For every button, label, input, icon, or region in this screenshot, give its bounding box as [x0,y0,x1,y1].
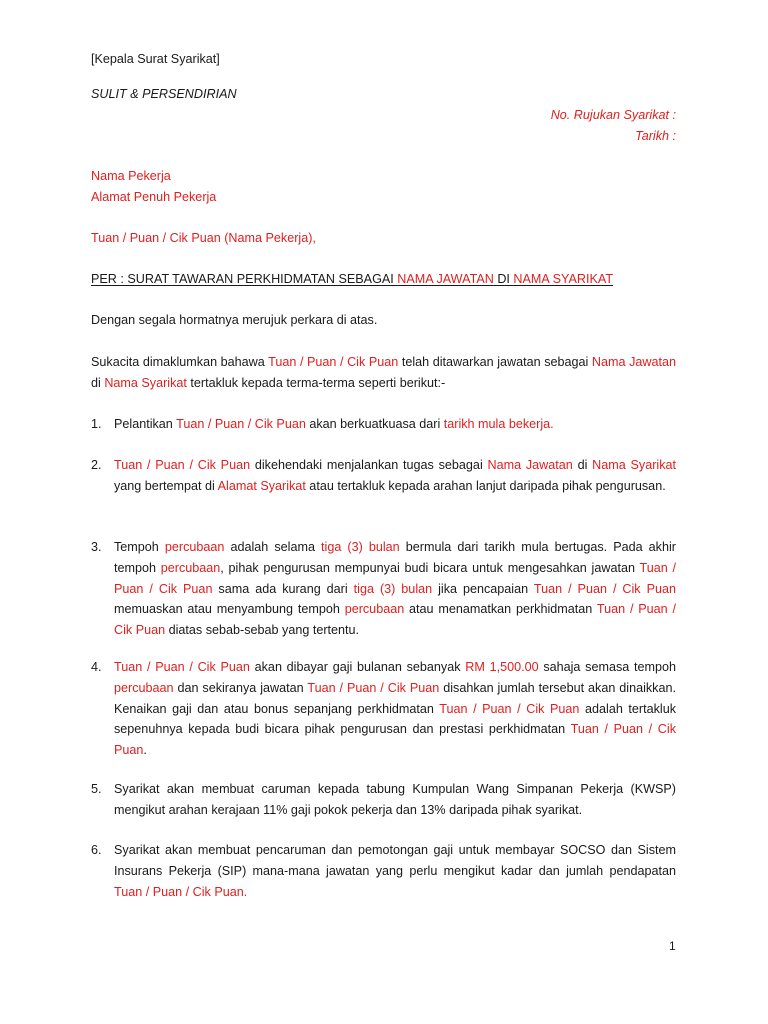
letterhead-placeholder: [Kepala Surat Syarikat] [91,52,220,66]
term-text: dikehendaki menjalankan tugas sebagai [250,458,488,472]
recipient-name: Nama Pekerja [91,169,171,183]
term-body [114,657,676,761]
placeholder-text: tiga (3) bulan [353,581,433,596]
placeholder-text: Alamat Syarikat [217,478,306,493]
term-text: Syarikat akan membuat pencaruman dan pemotongan gaji untuk membayar SOCSO dan Sistem Insurans Pekerja (SIP) mana-mana jawatan yang perlu mengikut kadar dan jumlah pendapatan [114,843,676,878]
term-text: jika pencapaian [432,581,534,596]
confidential-label: SULIT & PERSENDIRIAN [91,87,237,101]
term-text: adalah tertakluk sepenuhnya kepada budi bicara pihak pengurusan dan prestasi perkhidmatan [114,701,677,737]
placeholder-text: percubaan [164,540,225,554]
placeholder-text: Tuan / Puan / Cik Puan [307,680,440,695]
term-text: diatas sebab-sebab yang tertentu. [165,623,360,638]
subject-position: NAMA JAWATAN [397,272,494,286]
term-text: akan berkuatkuasa dari [305,417,444,431]
page-number: 1 [669,939,676,953]
term-text: . [143,743,147,758]
term-number: 6. [91,843,102,857]
term-text: di [572,458,593,472]
intro-text: tertakluk kepada terma-terma seperti berikut:- [186,376,446,390]
subject-prefix: PER : SURAT TAWARAN PERKHIDMATAN SEBAGAI [91,272,398,286]
subject-line [91,272,613,286]
placeholder-text: Tuan / Puan / Cik Puan [439,701,580,716]
term-body [114,840,676,902]
term-text: yang bertempat di [114,478,218,493]
intro-placeholder-company: Nama Syarikat [104,376,187,390]
term-text: adalah selama [224,540,322,554]
term-body [114,537,676,641]
subject-company: NAMA SYARIKAT [513,272,614,286]
term-item-1 [91,414,676,435]
term-number: 1. [91,417,102,431]
placeholder-text: Tuan / Puan / Cik Puan [114,722,676,758]
term-text: sama ada kurang dari [212,581,354,596]
term-body [114,455,676,497]
opening-sentence: Dengan segala hormatnya merujuk perkara di atas. [91,313,378,327]
reference-number-label: No. Rujukan Syarikat : [550,108,676,122]
term-number: 3. [91,540,102,554]
subject-mid: DI [493,272,514,286]
placeholder-text: RM 1,500.00 [465,660,539,674]
intro-text: Sukacita dimaklumkan bahawa [91,355,269,369]
date-label: Tarikh : [635,129,676,143]
term-item-5 [91,779,676,821]
term-item-6 [91,840,676,902]
term-body [114,414,676,435]
placeholder-text: Tuan / Puan / Cik Puan [533,581,676,596]
term-number: 2. [91,458,102,472]
placeholder-text: Tuan / Puan / Cik Puan [176,417,306,431]
intro-paragraph [91,352,676,394]
placeholder-text: percubaan [160,560,221,575]
placeholder-text: Tuan / Puan / Cik Puan. [114,884,248,899]
term-item-2 [91,455,676,497]
term-text: bermula dari tarikh mula bertugas. Pada akhir tempoh [114,540,676,575]
term-item-3 [91,537,676,641]
placeholder-text: percubaan [344,602,405,617]
placeholder-text: Tuan / Puan / Cik Puan [114,602,676,638]
term-text: disahkan jumlah tersebut akan dinaikkan. Kenaikan gaji dan atau bonus sepanjang perkhidmatan [114,680,676,716]
intro-text: telah ditawarkan jawatan sebagai [398,355,592,369]
recipient-address: Alamat Penuh Pekerja [91,190,217,204]
term-text: dan sekiranya jawatan [173,680,308,695]
term-text: Syarikat akan membuat caruman kepada tabung Kumpulan Wang Simpanan Pekerja (KWSP) mengikut arahan kerajaan 11% gaji pokok pekerja dan 13% daripada pihak syarikat. [114,782,676,817]
placeholder-text: percubaan [114,680,174,695]
term-text: atau tertakluk kepada arahan lanjut daripada pihak pengurusan. [305,478,666,493]
term-number: 5. [91,782,102,796]
term-text: , pihak pengurusan mempunyai budi bicara untuk mengesahkan jawatan [220,560,640,575]
placeholder-text: tarikh mula bekerja. [443,417,554,431]
term-text: Pelantikan [114,417,177,431]
term-text: akan dibayar gaji bulanan sebanyak [249,660,466,674]
placeholder-text: Tuan / Puan / Cik Puan [114,560,676,596]
placeholder-text: Nama Jawatan [487,458,573,472]
term-item-4 [91,657,676,761]
placeholder-text: Nama Syarikat [592,458,676,472]
placeholder-text: tiga (3) bulan [321,540,400,554]
term-body [114,779,676,821]
intro-placeholder-title: Tuan / Puan / Cik Puan [268,355,399,369]
term-text: atau menamatkan perkhidmatan [404,602,597,617]
intro-placeholder-position: Nama Jawatan [591,355,677,369]
term-text: sahaja semasa tempoh [538,660,676,674]
placeholder-text: Tuan / Puan / Cik Puan [114,660,250,674]
intro-text: di [91,376,105,390]
salutation: Tuan / Puan / Cik Puan (Nama Pekerja), [91,231,316,245]
term-number: 4. [91,660,102,674]
placeholder-text: Tuan / Puan / Cik Puan [114,458,251,472]
term-text: Tempoh [114,540,165,554]
term-text: memuaskan atau menyambung tempoh [114,602,345,617]
